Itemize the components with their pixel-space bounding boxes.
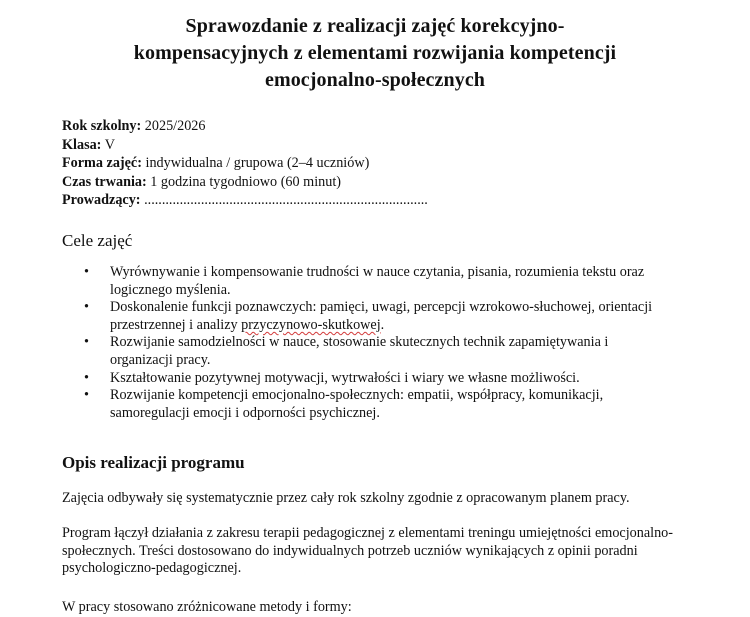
title-line-3: emocjonalno-społecznych [264, 69, 486, 91]
bullet-icon: • [84, 334, 89, 351]
meta-block [62, 117, 702, 210]
goal-text-end: . [380, 316, 385, 333]
bullet-icon: • [84, 369, 89, 386]
document-title [60, 13, 690, 94]
goal-text: Kształtowanie pozytywnej motywacji, wytrwałości i wiary we własne możliwości. [110, 369, 580, 386]
description-paragraph-2: Program łączył działania z zakresu terapii pedagogicznej z elementami treningu umiejętności emocjonalno-społecznych. Treści dostosowano do indywidualnych potrzeb uczniów wynikających z opinii poradni psychologiczno-pedagogicznej. [62, 525, 673, 577]
meta-value: V [104, 136, 115, 153]
bullet-icon: • [84, 299, 89, 316]
list-item [62, 334, 670, 369]
goal-text: Wyrównywanie i kompensowanie trudności w nauce czytania, pisania, rozumienia tekstu oraz logicznego myślenia. [110, 264, 645, 298]
spellcheck-marked-word[interactable]: przyczynowo-skutkowej [241, 316, 381, 333]
meta-label: Prowadzący: [62, 192, 141, 208]
description-heading: Opis realizacji programu [62, 453, 245, 472]
bullet-icon: • [84, 264, 89, 280]
bullet-icon: • [84, 387, 89, 404]
goals-heading: Cele zajęć [62, 231, 133, 250]
meta-school-year [62, 117, 702, 136]
title-line-1: Sprawozdanie z realizacji zajęć korekcyjno- [185, 15, 565, 37]
goal-text: Rozwijanie samodzielności w nauce, stosowanie skutecznych technik zapamiętywania i organizacji pracy. [110, 334, 609, 368]
list-item [62, 387, 670, 422]
description-paragraph-3: W pracy stosowano zróżnicowane metody i formy: [62, 599, 352, 615]
goals-list [62, 264, 702, 422]
goal-text: Rozwijanie kompetencji emocjonalno-społecznych: empatii, współpracy, komunikacji, samoregulacji emocji i odporności psychicznej. [110, 387, 604, 421]
meta-duration [62, 173, 702, 192]
meta-class [62, 136, 702, 155]
title-line-2: kompensacyjnych z elementami rozwijania kompetencji [133, 42, 617, 64]
list-item [62, 264, 670, 299]
meta-value: 2025/2026 [144, 118, 206, 134]
meta-value: 1 godzina tygodniowo (60 minut) [150, 173, 341, 190]
meta-label: Forma zajęć: [62, 155, 142, 171]
description-paragraph-1: Zajęcia odbywały się systematycznie przez cały rok szkolny zgodnie z opracowanym planem pracy. [62, 490, 630, 506]
list-item [62, 370, 670, 388]
meta-value: indywidualna / grupowa (2–4 uczniów) [145, 155, 370, 171]
list-item [62, 299, 670, 334]
meta-teacher [62, 191, 702, 210]
meta-form [62, 154, 702, 173]
goal-text: Doskonalenie funkcji poznawczych: pamięci, uwagi, percepcji wzrokowo-słuchowej, orientacji przestrzennej i analizy [110, 299, 653, 333]
meta-label: Rok szkolny: [62, 118, 142, 134]
meta-label: Czas trwania: [62, 173, 147, 190]
meta-value: ................................................................................ [144, 192, 428, 208]
meta-label: Klasa: [62, 136, 102, 153]
